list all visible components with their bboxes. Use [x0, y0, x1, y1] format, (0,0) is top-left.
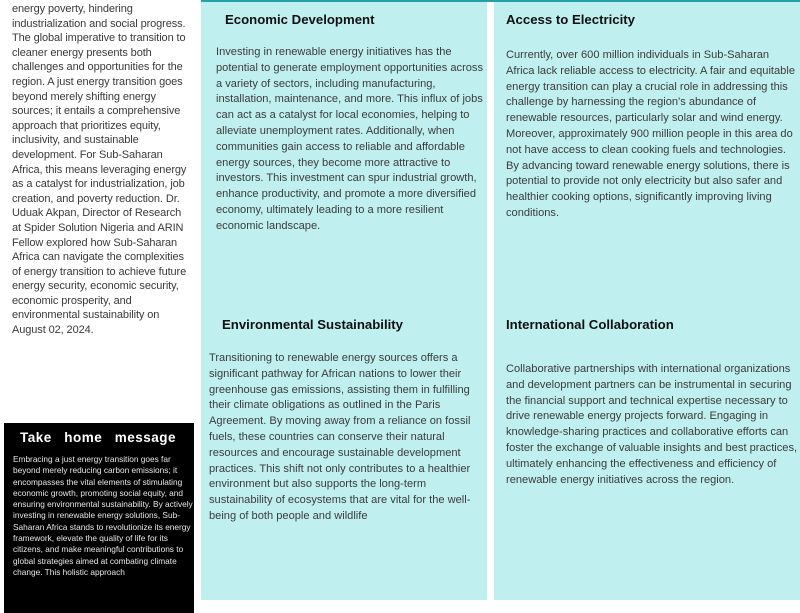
- top-accent-line: [201, 0, 800, 2]
- environmental-sustainability-title: Environmental Sustainability: [222, 317, 403, 332]
- intro-text: energy poverty, hindering industrialization and social progress. The global imperative to transition to cleaner energy presents both challenges and opportunities for the region. A just energy transition goes beyond merely shifting energy sources; it entails a comprehensive approach that prioritizes equity, inclusivity, and sustainable development. For Sub-Saharan Africa, this means leveraging energy as a catalyst for industrialization, job creation, and poverty reduction. Dr. Uduak Akpan, Director of Research at Spider Solution Nigeria and ARIN Fellow explored how Sub-Saharan Africa can navigate the complexities of energy transition to achieve future energy security, economic security, economic prosperity, and environmental sustainability on August 02, 2024.: [12, 3, 187, 337]
- take-home-box: [4, 423, 194, 613]
- international-collaboration-body: Collaborative partnerships with international organizations and development partners can be instrumental in securing the financial support and technical expertise necessary to drive renewable energy projects forward. Engaging in knowledge-sharing practices and collaborative efforts can foster the exchange of valuable insights and best practices, ultimately enhancing the effectiveness and efficiency of renewable energy initiatives across the region.: [506, 363, 798, 486]
- take-home-body: Embracing a just energy transition goes far beyond merely reducing carbon emissions; it encompasses the vital elements of stimulating economic growth, promoting social equity, and ensuring environmental sustainability. By actively investing in renewable energy solutions, Sub-Saharan Africa stands to revolutionize its energy framework, elevate the quality of life for its citizens, and make meaningful contributions to global strategies aimed at combating climate change. This holistic approach: [13, 454, 193, 577]
- column-gap: [487, 0, 494, 600]
- international-collaboration-title: International Collaboration: [506, 317, 674, 332]
- access-to-electricity-title: Access to Electricity: [506, 12, 636, 27]
- take-home-title: Take home message: [20, 430, 177, 445]
- environmental-sustainability-body: Transitioning to renewable energy sources offers a significant pathway for African nations to lower their greenhouse gas emissions, assisting them in fulfilling their climate obligations as outlined in the Paris Agreement. By moving away from a reliance on fossil fuels, these countries can conserve their natural resources and encourage sustainable development practices. This shift not only contributes to a healthier environment but also supports the long-term sustainability of ecosystems that are vital for the well-being of both people and wildlife: [209, 352, 471, 522]
- access-to-electricity-body: Currently, over 600 million individuals in Sub-Saharan Africa lack reliable access to electricity. A fair and equitable energy transition can play a crucial role in addressing this challenge by harnessing the region's abundance of renewable resources, particularly solar and wind energy. Moreover, approximately 900 million people in this area do not have access to clean cooking fuels and technologies. By advancing toward renewable energy solutions, there is potential to provide not only electricity but also safer and healthier cooking options, significantly improving living conditions.: [506, 49, 795, 219]
- economic-development-body: Investing in renewable energy initiatives has the potential to generate employment opportunities across a variety of sectors, including manufacturing, installation, maintenance, and more. This influx of jobs can act as a catalyst for local economies, helping to alleviate unemployment rates. Additionally, when communities gain access to reliable and affordable energy sources, they become more attractive to investors. This investment can spur industrial growth, enhance productivity, and promote a more diversified economy, ultimately leading to a more resilient economic landscape.: [216, 46, 484, 232]
- economic-development-title: Economic Development: [225, 12, 375, 27]
- left-column: [0, 0, 200, 600]
